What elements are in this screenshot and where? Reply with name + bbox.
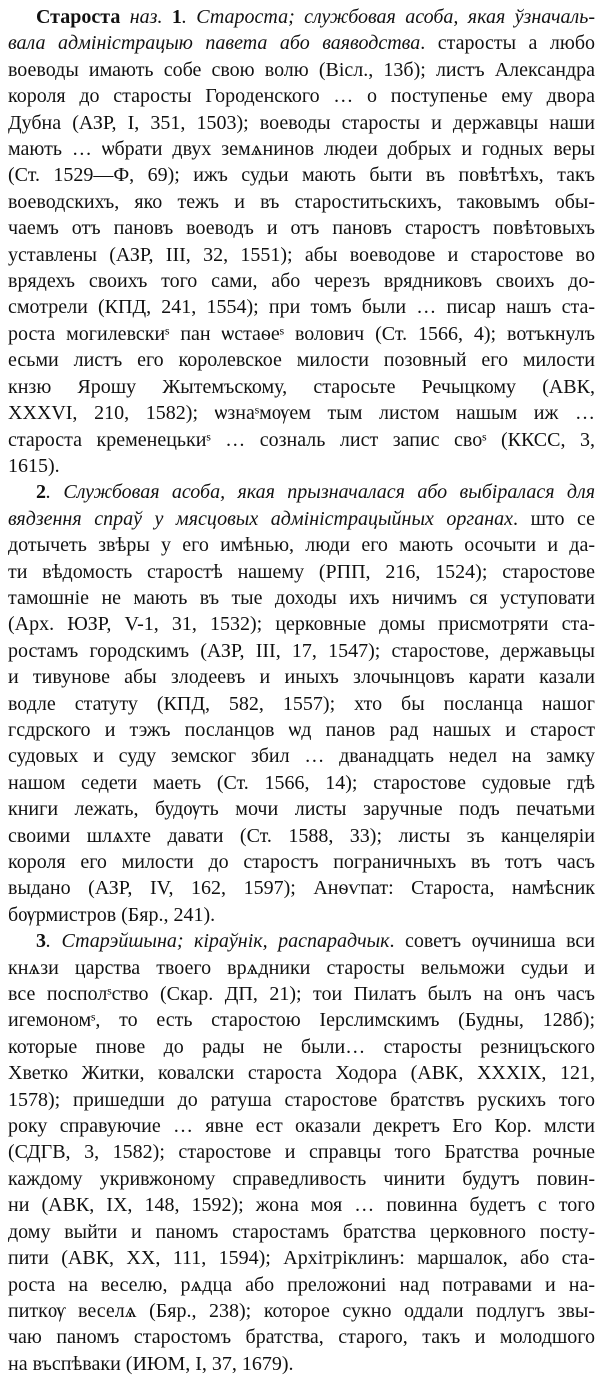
citation-text: уставлены (АЗР, III, 32, 1551); абы воеводове и старостове во <box>8 243 595 266</box>
gloss-text: . Службовая асоба, якая прызначалася або выбіралася для <box>46 481 595 504</box>
citation-text: мають … ѡбрати двух земѧнинов людеи добрых и годных веры <box>8 138 595 161</box>
text-line <box>8 796 595 822</box>
gloss-text: вядзення спраў у мясцовых адміністрацыйных органах <box>8 507 514 530</box>
citation-text: каждому укривжоному справедливость чинити будутъ повин- <box>8 1167 595 1190</box>
gloss-text: наз. <box>120 6 172 28</box>
text-line <box>8 1298 595 1324</box>
citation-text: есьми листъ его королевское милости позовный его милости <box>8 349 595 372</box>
text-line <box>8 585 595 611</box>
citation-text: кнзю Ярошу Жытемъскому, старосьте Речыцкому (АВК, <box>8 375 595 398</box>
text-line <box>8 294 595 320</box>
text-line <box>8 1113 595 1139</box>
gloss-text: . Староста; службовая асоба, якая ўзначаль- <box>181 6 595 28</box>
citation-text: року справуючие … явне ест оказали декретъ Его Кор. млсти <box>8 1115 595 1138</box>
sense-1 <box>8 4 595 479</box>
citation-text: (Ст. 1529—Ф, 69); ижъ судьи мають быти въ повѣтѣхъ, такъ <box>8 164 595 187</box>
citation-text: Хветко Житки, ковалски староста Ходора (АВК, XXXIX, 121, <box>8 1062 595 1085</box>
citation-text: дотычеть звѣры у его имѣнью, люди его мають осочыти и да- <box>8 534 595 557</box>
text-line <box>8 479 595 505</box>
text-line <box>8 242 595 268</box>
citation-text: книги лежать, будѹть мочи листы заручные подъ печатьми <box>8 798 595 821</box>
text-line <box>8 928 595 954</box>
text-line <box>8 611 595 637</box>
citation-text: чаю паномъ старостомъ братства, старого, такъ и молодшого <box>8 1326 595 1349</box>
citation-text: дому выйти и паномъ старостамъ братства церковного посту- <box>8 1220 595 1243</box>
citation-text: ростамъ городскимъ (АЗР, III, 17, 1547); старостове, державьцы <box>8 639 595 662</box>
citation-text: ти вѣдомость старостѣ нашему (РПП, 216, 1524); старостове <box>8 560 595 583</box>
sense-number: 2 <box>36 481 46 504</box>
citation-text: и тивунове абы злодеевъ и иныхъ злочынцовъ карати казали <box>8 666 595 689</box>
citation-text: . што се <box>513 507 595 530</box>
citation-text: на въспѣваки (ИЮМ, I, 37, 1679). <box>8 1352 294 1375</box>
text-line <box>8 1166 595 1192</box>
citation-text: роста на веселю, рѧдца або преложониі над потравами и на- <box>8 1273 595 1296</box>
text-line <box>8 849 595 875</box>
text-line <box>8 1192 595 1218</box>
citation-text: староста кременецькиˢ … созналь лист запис своˢ (ККСС, 3, <box>8 428 595 451</box>
citation-text: все посполˢство (Скар. ДП, 21); тои Пилатъ былъ на онъ часъ <box>8 983 595 1006</box>
citation-text: смотрели (КПД, 241, 1554); при томъ были … писар нашъ ста- <box>8 296 595 319</box>
sense-number: 1 <box>171 6 182 28</box>
text-line <box>8 347 595 373</box>
text-line <box>8 427 595 453</box>
text-line <box>8 1139 595 1165</box>
text-line <box>8 268 595 294</box>
text-line <box>8 981 595 1007</box>
text-line <box>8 1219 595 1245</box>
text-line <box>8 1060 595 1086</box>
citation-text: воеводы имають собе свою волю (Вісл., 13б); листъ Александра <box>8 58 595 81</box>
citation-text: . старосты а любо <box>420 32 595 55</box>
text-line <box>8 1324 595 1350</box>
text-line <box>8 110 595 136</box>
citation-text: 1578); пришедши до ратуша старостове братствъ рускихъ того <box>8 1088 595 1111</box>
text-line <box>8 1034 595 1060</box>
text-line <box>8 374 595 400</box>
citation-text: (СДГВ, 3, 1582); старостове и справцы того Братства рочные <box>8 1141 595 1164</box>
citation-text: водле статуту (КПД, 582, 1557); хто бы посланца нашог <box>8 692 595 715</box>
text-line <box>8 83 595 109</box>
citation-text: чаемъ отъ пановъ воеводъ и отъ пановъ старостъ повѣтовыхъ <box>8 217 595 240</box>
sense-3 <box>8 928 595 1377</box>
citation-text: тамошніе не мають въ тые доходы ихъ ничимъ ся уступовати <box>8 586 595 609</box>
citation-text: (Арх. ЮЗР, V-1, 31, 1532); церковные домы присмотряти ста- <box>8 613 595 636</box>
citation-text: выдано (АЗР, IV, 162, 1597); Анѳѵпат: Староста, намѣсник <box>8 877 595 900</box>
text-line <box>8 664 595 690</box>
citation-text: XXXVI, 210, 1582); ѡзнаˢмѹем тым листом нашым иж … <box>8 402 595 425</box>
text-line <box>8 1245 595 1271</box>
text-line <box>8 453 595 479</box>
text-line <box>8 532 595 558</box>
text-line <box>8 638 595 664</box>
citation-text: 1615). <box>8 454 60 477</box>
text-line <box>8 823 595 849</box>
citation-text: короля его милости до старостъ пограничныхъ въ тотъ часъ <box>8 851 595 873</box>
citation-text: гсдрского и тэжъ посланцов ѡд панов рад нашых и старост <box>8 718 595 741</box>
citation-text: пити (АВК, XX, 111, 1594); Архітріклинъ: маршалок, або ста- <box>8 1247 595 1270</box>
headword: Староста <box>36 6 121 28</box>
text-line <box>8 743 595 769</box>
sense-2 <box>8 479 595 928</box>
citation-text: врядехъ своихъ того сами, або черезъ врядниковъ своихъ до- <box>8 270 595 293</box>
citation-text: нашом седети маеть (Ст. 1566, 14); старостове судовые гдѣ <box>8 771 595 794</box>
dictionary-entry <box>8 4 595 1377</box>
citation-text: которые пнове до рады не были… старосты резницъского <box>8 1035 595 1058</box>
text-line <box>8 321 595 347</box>
text-line <box>8 30 595 56</box>
text-line <box>8 717 595 743</box>
citation-text: судовых и суду земског збил … дванадцать недел на замку <box>8 745 595 768</box>
text-line <box>8 770 595 796</box>
citation-text: . советъ ѹчиниша вси <box>389 930 595 953</box>
citation-text: роста могилевскиˢ пан ѡстаѳеˢ волович (Ст. 1566, 4); вотъкнулъ <box>8 322 595 345</box>
sense-number: 3 <box>36 930 46 953</box>
citation-text: ни (АВК, IX, 148, 1592); жона моя … повинна будетъ с того <box>8 1194 595 1217</box>
text-line <box>8 902 595 928</box>
text-line <box>8 506 595 532</box>
text-line <box>8 57 595 83</box>
citation-text: своими шлѧхте давати (Ст. 1588, 33); листы зъ канцеляріи <box>8 824 595 847</box>
text-line <box>8 1272 595 1298</box>
citation-text: воеводскихъ, яко тежъ и въ староститьскихъ, таковымъ обы- <box>8 190 595 213</box>
text-line <box>8 875 595 901</box>
text-line <box>8 162 595 188</box>
text-line <box>8 215 595 241</box>
text-line <box>8 559 595 585</box>
gloss-text: вала адміністрацыю павета або ваяводства <box>8 32 421 55</box>
citation-text: питкѹ веселѧ (Бяр., 238); которое сукно оддали подлугъ звы- <box>8 1299 595 1322</box>
citation-text: кнѧзи царства твоего врѧдники старосты вельможи судьи и <box>8 956 595 979</box>
gloss-text: . Старэйшына; кіраўнік, распарадчык <box>46 930 390 953</box>
text-line <box>8 400 595 426</box>
text-line <box>8 1087 595 1113</box>
citation-text: Дубна (АЗР, I, 351, 1503); воеводы старосты и державцы наши <box>8 111 595 134</box>
text-line <box>8 189 595 215</box>
citation-text: короля до старосты Городенского … о поступенье ему двора <box>8 85 595 108</box>
text-line <box>8 955 595 981</box>
citation-text: бѹрмистров (Бяр., 241). <box>8 903 216 926</box>
text-line <box>8 4 595 30</box>
text-line <box>8 136 595 162</box>
text-line <box>8 691 595 717</box>
text-line <box>8 1007 595 1033</box>
text-line <box>8 1351 595 1377</box>
citation-text: игемономˢ, то есть старостою Іерслимскимъ (Будны, 128б); <box>8 1009 595 1032</box>
